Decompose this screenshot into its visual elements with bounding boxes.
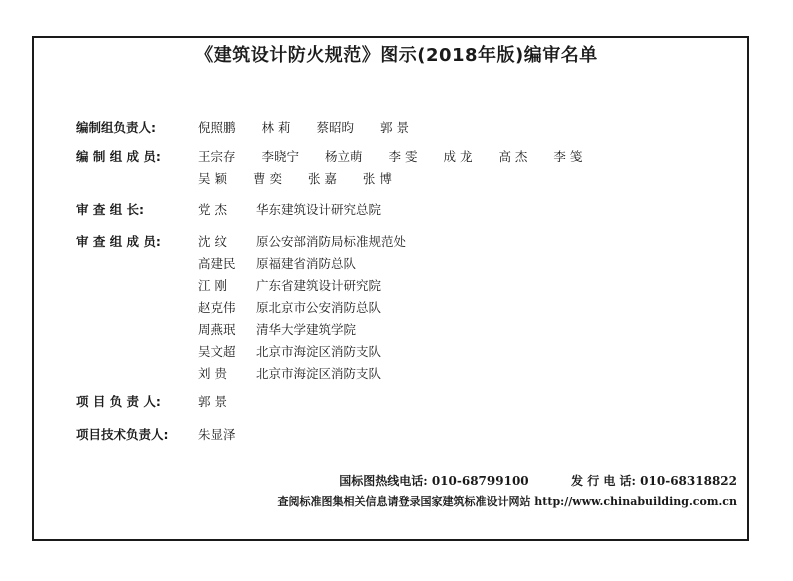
person-name: 党 杰 <box>198 202 227 217</box>
page-title: 《建筑设计防火规范》图示(2018年版)编审名单 <box>195 45 598 66</box>
tech-leader-label: 项目技术负责人: <box>76 427 169 442</box>
organization: 原公安部消防局标准规范处 <box>255 234 406 249</box>
compile-leader-label: 编制组负责人: <box>76 120 156 135</box>
person-name: 李 雯 <box>388 149 418 164</box>
person-name: 王宗存 <box>198 149 236 164</box>
review-member-row <box>198 231 406 253</box>
review-member-row <box>198 319 356 341</box>
review-member-row <box>198 363 381 385</box>
person-name: 张 嘉 <box>307 171 337 186</box>
person-name: 郭 景 <box>198 394 227 409</box>
organization: 原福建省消防总队 <box>255 256 356 271</box>
review-member-row <box>198 275 381 297</box>
project-leader-row <box>198 391 227 413</box>
review-member-row <box>198 297 381 319</box>
review-leader-label: 审 查 组 长: <box>76 202 145 217</box>
person-name: 曹 奕 <box>252 171 282 186</box>
project-leader-label: 项 目 负 责 人: <box>76 394 161 409</box>
compile-members-label: 编 制 组 成 员: <box>76 149 161 164</box>
person-name: 高 杰 <box>498 149 528 164</box>
person-name: 高建民 <box>198 256 236 271</box>
person-name: 沈 纹 <box>198 234 227 249</box>
person-name: 周燕珉 <box>198 322 236 337</box>
organization: 北京市海淀区消防支队 <box>255 366 381 381</box>
person-name: 郭 景 <box>379 120 409 135</box>
hotline-label: 国标图热线电话: <box>339 474 428 488</box>
issue-phone-label: 发 行 电 话: <box>571 474 636 488</box>
compile-leader-names <box>198 117 409 139</box>
person-name: 蔡昭昀 <box>316 120 354 135</box>
page-frame <box>32 36 749 541</box>
person-name: 李晓宁 <box>261 149 300 164</box>
person-name: 赵克伟 <box>198 300 236 315</box>
hotline-number: 010-68799100 <box>431 474 529 488</box>
review-members-label: 审 查 组 成 员: <box>76 234 161 249</box>
review-member-row <box>198 341 381 363</box>
review-leader-row <box>198 199 381 221</box>
person-name: 朱显泽 <box>198 427 236 442</box>
compile-members-row-1 <box>198 146 582 168</box>
person-name: 江 刚 <box>198 278 227 293</box>
person-name: 李 笺 <box>553 149 583 164</box>
person-name: 吴文超 <box>198 344 236 359</box>
tech-leader-row <box>198 424 236 446</box>
person-name: 成 龙 <box>443 149 473 164</box>
person-name: 杨立萌 <box>325 149 363 164</box>
organization: 华东建筑设计研究总院 <box>255 202 381 217</box>
organization: 北京市海淀区消防支队 <box>255 344 381 359</box>
compile-members-row-2 <box>198 168 392 190</box>
footer-notice: 查阅标准图集相关信息请登录国家建筑标准设计网站 http://www.chinabuilding.com.cn <box>277 495 737 508</box>
review-member-row <box>198 253 356 275</box>
organization: 清华大学建筑学院 <box>255 322 356 337</box>
organization: 原北京市公安消防总队 <box>255 300 381 315</box>
person-name: 林 莉 <box>261 120 291 135</box>
person-name: 刘 贵 <box>198 366 227 381</box>
person-name: 张 博 <box>362 171 392 186</box>
organization: 广东省建筑设计研究院 <box>255 278 381 293</box>
person-name: 吴 颖 <box>198 171 227 186</box>
footer-phones <box>339 472 737 489</box>
person-name: 倪照鹏 <box>198 120 236 135</box>
issue-phone-number: 010-68318822 <box>640 474 737 488</box>
